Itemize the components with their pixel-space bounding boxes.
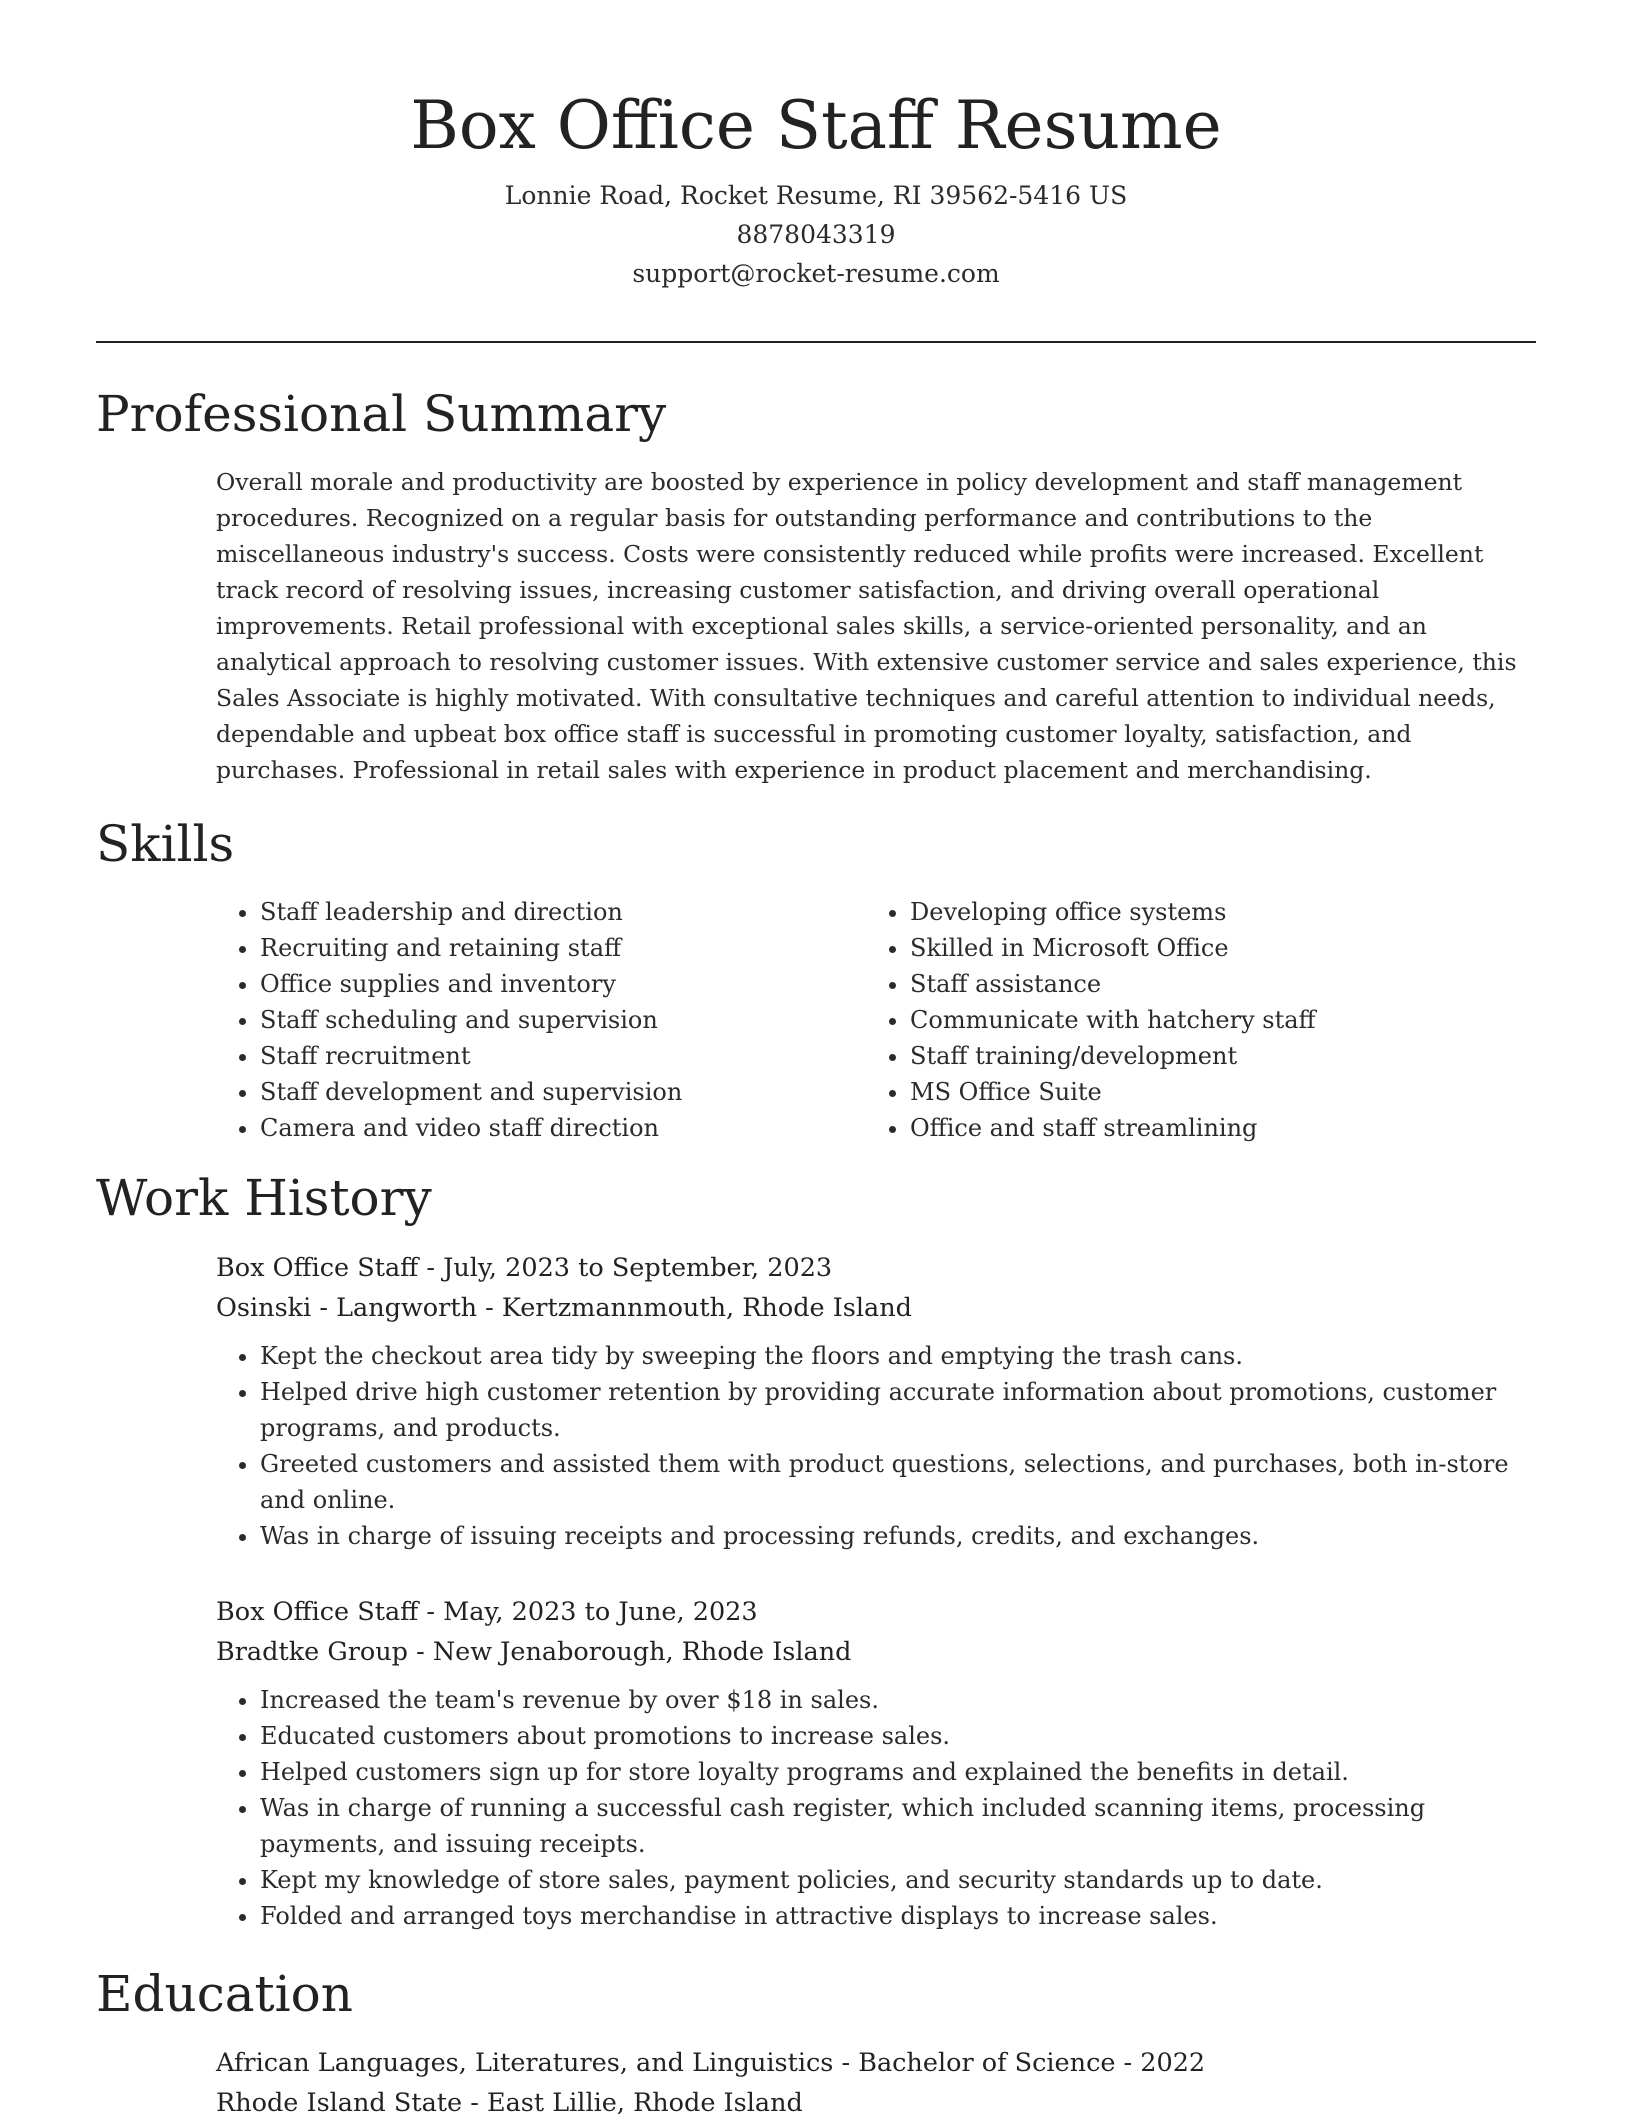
- email: support@rocket-resume.com: [96, 254, 1536, 293]
- skills-column-left: [216, 894, 866, 1146]
- job-title: Box Office Staff - July, 2023 to September, 2023: [216, 1249, 1536, 1289]
- list-item: • Folded and arranged toys merchandise in attractive displays to increase sales.: [260, 1898, 1536, 1934]
- list-item: • Kept my knowledge of store sales, payment policies, and security standards up to date.: [260, 1862, 1536, 1898]
- education-degree: African Languages, Literatures, and Linguistics - Bachelor of Science - 2022: [216, 2044, 1536, 2084]
- job-company: Bradtke Group - New Jenaborough, Rhode Island: [216, 1633, 1536, 1673]
- list-item: • Kept the checkout area tidy by sweeping the floors and emptying the trash cans.: [260, 1338, 1536, 1374]
- work-history-heading: Work History: [96, 1166, 432, 1230]
- list-item: • Skilled in Microsoft Office: [910, 930, 1516, 966]
- phone: 8878043319: [96, 215, 1536, 254]
- list-item: • Staff development and supervision: [260, 1074, 866, 1110]
- list-item: • Was in charge of running a successful cash register, which included scanning items, processing payments, and issuing receipts.: [260, 1790, 1536, 1862]
- job-title: Box Office Staff - May, 2023 to June, 2023: [216, 1593, 1536, 1633]
- list-item: • Staff assistance: [910, 966, 1516, 1002]
- list-item: • Staff training/development: [910, 1038, 1516, 1074]
- job-bullets: [216, 1682, 1536, 1934]
- summary-heading: Professional Summary: [96, 382, 666, 446]
- list-item: • Staff recruitment: [260, 1038, 866, 1074]
- header-divider: [96, 341, 1536, 343]
- list-item: • Office supplies and inventory: [260, 966, 866, 1002]
- skills-list: [216, 894, 1536, 1146]
- list-item: • Helped drive high customer retention by providing accurate information about promotions, customer programs, and products.: [260, 1374, 1536, 1446]
- resume-header: [96, 84, 1536, 293]
- list-item: • Camera and video staff direction: [260, 1110, 866, 1146]
- list-item: • Recruiting and retaining staff: [260, 930, 866, 966]
- job-bullets: [216, 1338, 1536, 1554]
- job-entry: [216, 1249, 1536, 1554]
- list-item: • Staff scheduling and supervision: [260, 1002, 866, 1038]
- education-entry: [216, 2044, 1536, 2123]
- list-item: • Helped customers sign up for store loyalty programs and explained the benefits in detail.: [260, 1754, 1536, 1790]
- education-heading: Education: [96, 1962, 353, 2026]
- list-item: • Increased the team's revenue by over $18 in sales.: [260, 1682, 1536, 1718]
- resume-title: Box Office Staff Resume: [96, 84, 1536, 168]
- list-item: • Developing office systems: [910, 894, 1516, 930]
- job-company: Osinski - Langworth - Kertzmannmouth, Rhode Island: [216, 1289, 1536, 1329]
- list-item: • Office and staff streamlining: [910, 1110, 1516, 1146]
- list-item: • Staff leadership and direction: [260, 894, 866, 930]
- list-item: • Greeted customers and assisted them with product questions, selections, and purchases, both in-store and online.: [260, 1446, 1536, 1518]
- list-item: • Was in charge of issuing receipts and processing refunds, credits, and exchanges.: [260, 1518, 1536, 1554]
- list-item: • MS Office Suite: [910, 1074, 1516, 1110]
- skills-column-right: [866, 894, 1516, 1146]
- education-school: Rhode Island State - East Lillie, Rhode Island: [216, 2084, 1536, 2123]
- skills-heading: Skills: [96, 812, 234, 876]
- summary-text: Overall morale and productivity are boosted by experience in policy development and staff management procedures. Recognized on a regular basis for outstanding performance and contributions to the miscellaneous industry's success. Costs were consistently reduced while profits were increased. Excellent track record of resolving issues, increasing customer satisfaction, and driving overall operational improvements. Retail professional with exceptional sales skills, a service-oriented personality, and an analytical approach to resolving customer issues. With extensive customer service and sales experience, this Sales Associate is highly motivated. With consultative techniques and careful attention to individual needs, dependable and upbeat box office staff is successful in promoting customer loyalty, satisfaction, and purchases. Professional in retail sales with experience in product placement and merchandising.: [216, 464, 1536, 788]
- job-entry: [216, 1593, 1536, 1934]
- address: Lonnie Road, Rocket Resume, RI 39562-5416 US: [96, 176, 1536, 215]
- list-item: • Communicate with hatchery staff: [910, 1002, 1516, 1038]
- list-item: • Educated customers about promotions to increase sales.: [260, 1718, 1536, 1754]
